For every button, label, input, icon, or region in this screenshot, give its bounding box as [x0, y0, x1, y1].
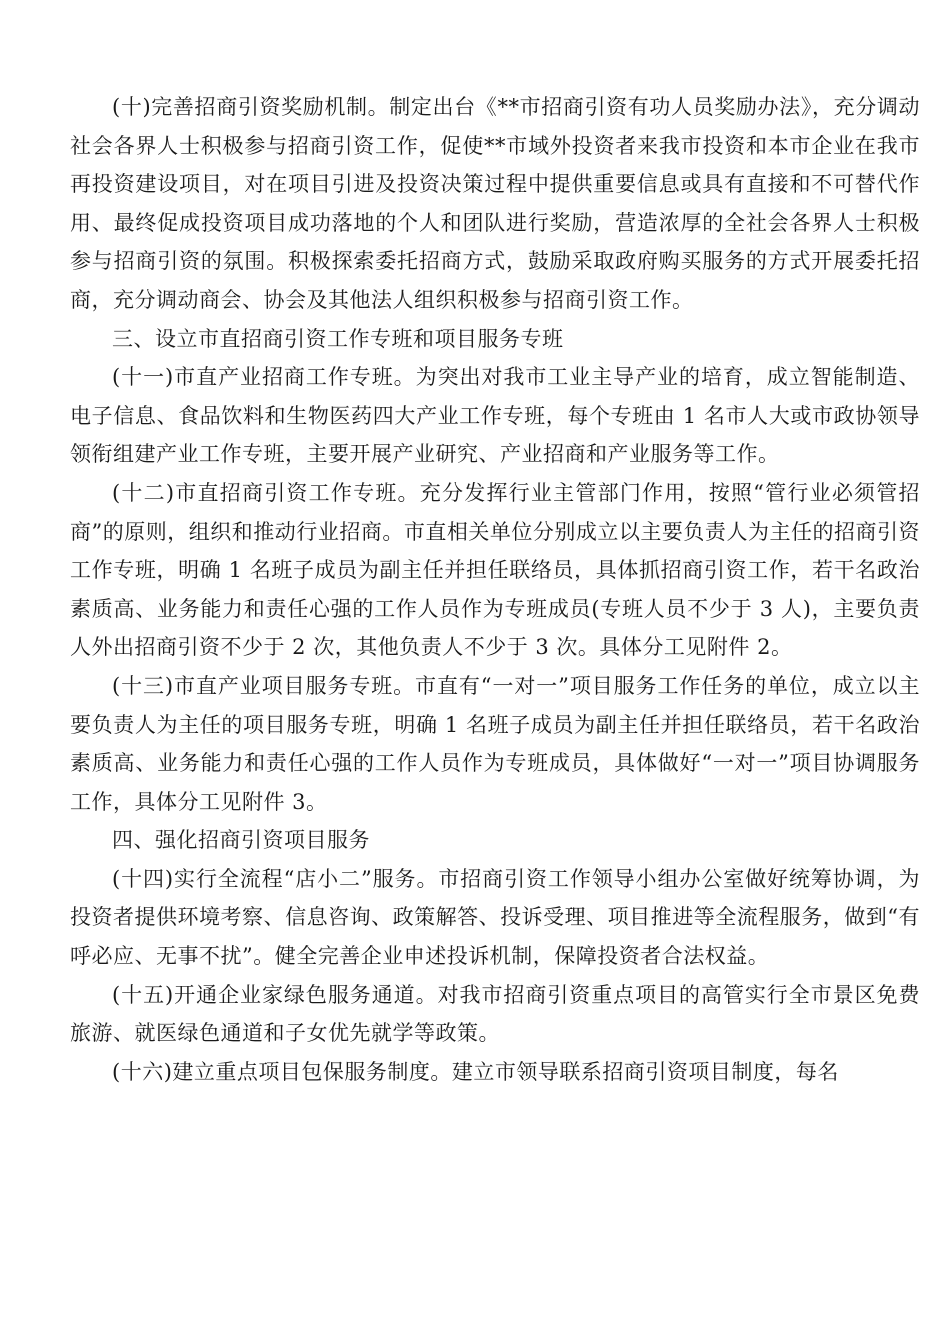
paragraph-item-10: (十)完善招商引资奖励机制。制定出台《**市招商引资有功人员奖励办法》，充分调动社会各界人士积极参与招商引资工作，促使**市域外投资者来我市投资和本市企业在我市再投资建设项目，对在项目引进及投资决策过程中提供重要信息或具有直接和不可替代作用、最终促成投资项目成功落地的个人和团队进行奖励，营造浓厚的全社会各界人士积极参与招商引资的氛围。积极探索委托招商方式，鼓励采取政府购买服务的方式开展委托招商，充分调动商会、协会及其他法人组织积极参与招商引资工作。: [70, 95, 920, 312]
paragraph-item-14: (十四)实行全流程“店小二”服务。市招商引资工作领导小组办公室做好统筹协调，为投资者提供环境考察、信息咨询、政策解答、投诉受理、项目推进等全流程服务，做到“有呼必应、无事不扰”。健全完善企业申述投诉机制，保障投资者合法权益。: [70, 866, 920, 969]
paragraph-item-12: (十二)市直招商引资工作专班。充分发挥行业主管部门作用，按照“管行业必须管招商”的原则，组织和推动行业招商。市直相关单位分别成立以主要负责人为主任的招商引资工作专班，明确 1 名班子成员为副主任并担任联络员，具体抓招商引资工作，若干名政治素质高、业务能力和责任心强的工作人员作为专班成员(专班人员不少于 3 人)，主要负责人外出招商引资不少于 2 次，其他负责人不少于 3 次。具体分工见附件 2。: [70, 480, 920, 660]
paragraph-item-16: (十六)建立重点项目包保服务制度。建立市领导联系招商引资项目制度，每名: [112, 1059, 839, 1084]
section-heading-4: 四、强化招商引资项目服务: [112, 828, 370, 853]
paragraph-item-15: (十五)开通企业家绿色服务通道。对我市招商引资重点项目的高管实行全市景区免费旅游、就医绿色通道和子女优先就学等政策。: [70, 982, 920, 1046]
paragraph-item-11: (十一)市直产业招商工作专班。为突出对我市工业主导产业的培育，成立智能制造、电子信息、食品饮料和生物医药四大产业工作专班，每个专班由 1 名市人大或市政协领导领衔组建产业工作专班，主要开展产业研究、产业招商和产业服务等工作。: [70, 365, 920, 467]
paragraph-item-13: (十三)市直产业项目服务专班。市直有“一对一”项目服务工作任务的单位，成立以主要负责人为主任的项目服务专班，明确 1 名班子成员为副主任并担任联络员，若干名政治素质高、业务能力和责任心强的工作人员作为专班成员，具体做好“一对一”项目协调服务工作，具体分工见附件 3。: [70, 673, 920, 814]
section-heading-3: 三、设立市直招商引资工作专班和项目服务专班: [112, 326, 564, 351]
